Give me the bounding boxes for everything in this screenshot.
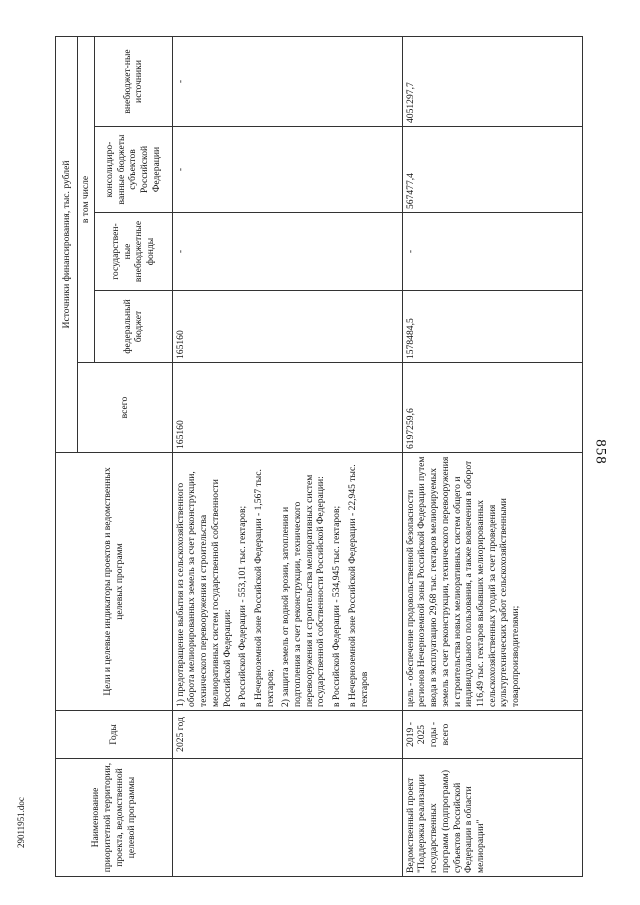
row-federal: 1578484,5 bbox=[402, 291, 582, 363]
header-offbudget-funds: государствен-ные внебюджетные фонды bbox=[94, 213, 172, 291]
row-total: 6197259,6 bbox=[402, 363, 582, 453]
table-row bbox=[172, 36, 402, 876]
row-regional: - bbox=[172, 127, 402, 213]
row-year: 2019 - 2025 годы - всего bbox=[402, 711, 582, 759]
goal-paragraph: 1) предотвращение выбытия из сельскохозяйственного оборота мелиорированных земель за счет реконструкции, технического перевооружения и строительства мелиоративных систем государственной собственности Российской Федерации: bbox=[174, 471, 233, 707]
header-including: в том числе bbox=[78, 36, 95, 362]
document-footer: 29011951.doc bbox=[16, 797, 26, 848]
header-goals: Цели и целевые индикаторы проектов и ведомственных целевых программ bbox=[56, 453, 173, 711]
row-total: 165160 bbox=[172, 363, 402, 453]
header-name: Наименование приоритетной территории, проекта, ведомственной целевой программы bbox=[56, 759, 173, 877]
header-funding: Источники финансирования, тыс. рублей bbox=[56, 36, 78, 452]
funding-table bbox=[55, 36, 583, 877]
row-offbudget-sources: 4051297,7 bbox=[402, 36, 582, 126]
row-offbudget-funds: - bbox=[402, 213, 582, 291]
goal-paragraph: в Российской Федерации - 534,945 тыс. гектаров; bbox=[331, 505, 343, 707]
row-offbudget-sources: - bbox=[172, 36, 402, 126]
header-federal: федеральный бюджет bbox=[94, 291, 172, 363]
goal-paragraph: цель - обеспечение продовольственной безопасности регионов Нечерноземной зоны Российской Федерации путем ввода в эксплуатацию 29,68 тыс. гектаров мелиорируемых земель за счет реконструкции, технического перевооружения и строительства новых мелиоративных систем общего и индивидуального пользования, а также вовлечения в оборот 116,49 тыс. гектаров выбывших мелиорированных сельскохозяйственных угодий за счет проведения культуртехнических работ сельскохозяйственными товаропроизводителями; bbox=[404, 456, 522, 707]
header-total: всего bbox=[78, 363, 173, 453]
rotated-page-content bbox=[55, 37, 583, 877]
goal-paragraph: в Нечерноземной зоне Российской Федерации - 1,567 тыс. гектаров; bbox=[252, 469, 276, 707]
row-goals bbox=[172, 453, 402, 711]
row-offbudget-funds: - bbox=[172, 213, 402, 291]
page-number: 858 bbox=[592, 439, 609, 465]
row-regional: 567477,4 bbox=[402, 127, 582, 213]
row-federal: 165160 bbox=[172, 291, 402, 363]
header-years: Годы bbox=[56, 711, 173, 759]
header-offbudget-sources: внебюджет-ные источники bbox=[94, 36, 172, 126]
table-row bbox=[402, 36, 582, 876]
row-year: 2025 год bbox=[172, 711, 402, 759]
goal-paragraph: в Российской Федерации - 553,101 тыс. гектаров; bbox=[237, 505, 249, 707]
goal-paragraph: в Нечерноземной зоне Российской Федерации - 22,945 тыс. гектаров bbox=[346, 464, 370, 707]
goal-paragraph: 2) защита земель от водной эрозии, затопления и подтопления за счет реконструкции, технического перевооружения и строительства мелиоративных систем государственной собственности Российской Федерации: bbox=[280, 474, 327, 707]
header-regional: консолидиро-ванные бюджеты субъектов Российской Федерации bbox=[94, 127, 172, 213]
row-goals bbox=[402, 453, 582, 711]
row-name: Ведомственный проект "Поддержка реализации государственных программ (подпрограмм) субъектов Российской Федерации в области мелиорации" bbox=[402, 759, 582, 877]
row-name bbox=[172, 759, 402, 877]
